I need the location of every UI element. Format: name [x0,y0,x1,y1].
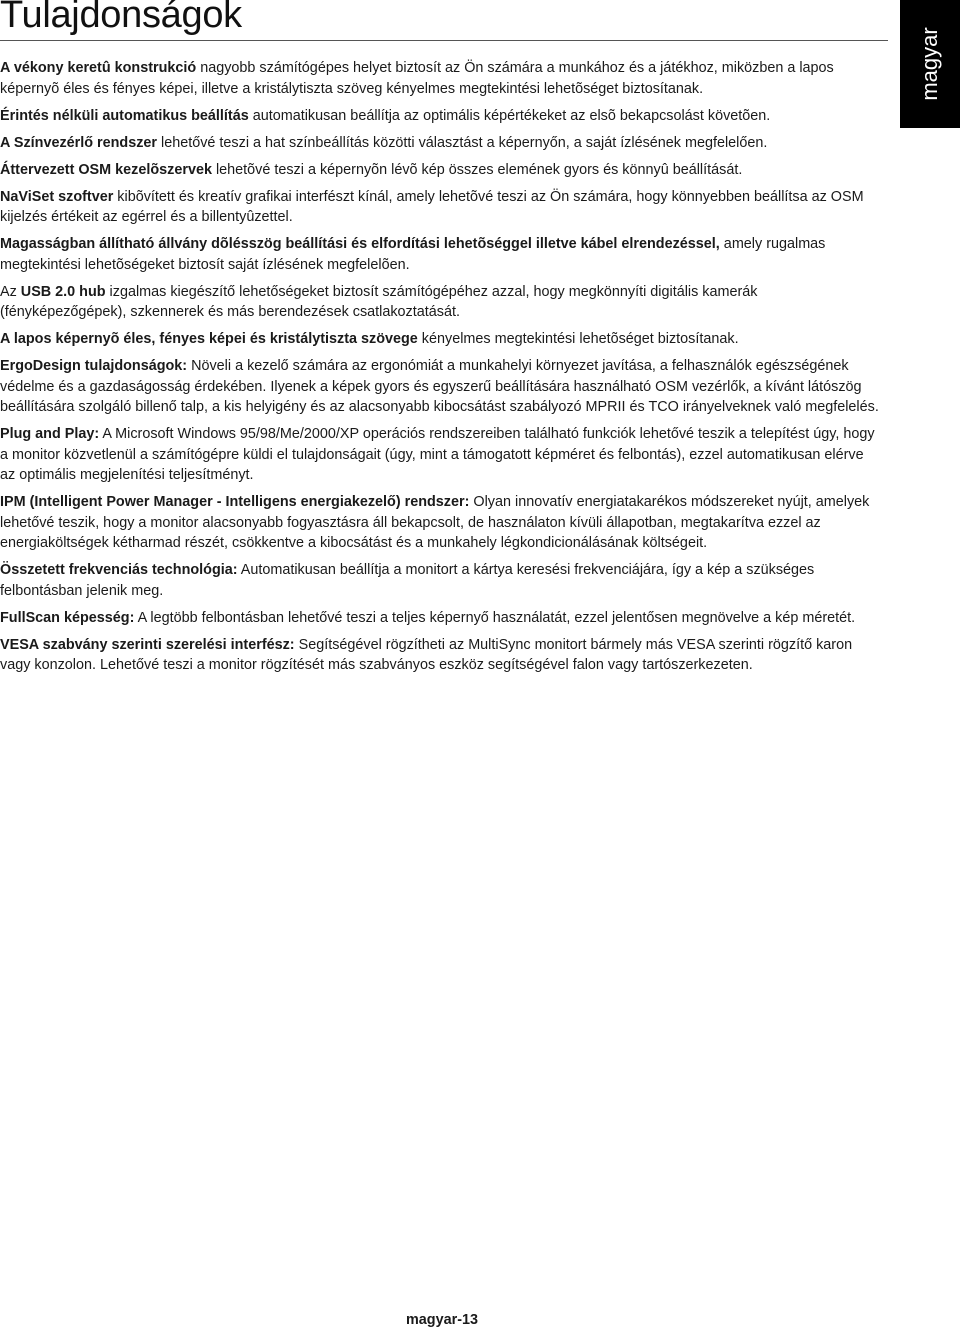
feature-paragraph [0,608,880,629]
title-rule [0,40,888,41]
feature-term: USB 2.0 hub [20,283,106,300]
feature-paragraph [0,133,880,154]
feature-description: automatikusan beállítja az optimális képértékeket az elsõ bekapcsolást követõen. [248,107,771,124]
feature-paragraph [0,106,880,127]
feature-term: Magasságban állítható állvány dõlésszög beállítási és elfordítási lehetõséggel illetve kábel elrendezéssel, [0,236,720,252]
language-tab [900,0,960,128]
feature-description: Olyan innovatív energiatakarékos módszereket nyújt, amelyek lehetővé teszik, hogy a monitor alacsonyabb fogyasztásra áll bekapcsolt, de használaton kívüli állapotban, megtakarítva ezzel az energiaköltségek kétharmad részét, csökkentve a kibocsátást és a munkahely légkondicionálásának költségeit. [0,494,870,551]
features-list [0,58,880,682]
feature-description: Automatikusan beállítja a monitort a kártya keresési frekvenciájára, így a kép a szükséges felbontásban jelenik meg. [0,562,815,599]
feature-term: Érintés nélküli automatikus beállítás [0,107,249,124]
feature-term: NaViSet szoftver [0,188,114,205]
feature-paragraph [0,187,880,228]
feature-description: A legtöbb felbontásban lehetővé teszi a teljes képernyő használatát, ezzel jelentősen megnövelve a kép méretét. [134,609,856,626]
feature-description: izgalmas kiegészítő lehetőségeket biztosít számítógépéhez azzal, hogy megkönnyíti digitális kamerák (fényképezőgépek), szkennerek és más berendezések csatlakoztatását. [0,283,758,320]
feature-term: A vékony keretû konstrukció [0,60,197,76]
page-title: Tulajdonságok [0,0,242,36]
feature-paragraph [0,234,880,275]
feature-term: FullScan képesség: [0,609,135,626]
feature-description: kibõvített és kreatív grafikai interfészt kínál, amely lehetõvé teszi az Ön számára, hogy könnyebben beállítsa az OSM kijelzés értékeit az egérrel és a billentyûzettel. [0,188,864,225]
feature-term: Plug and Play: [0,426,100,442]
feature-description: Segítségével rögzítheti az MultiSync monitort bármely más VESA szerinti rögzítő karon vagy konzolon. Lehetővé teszi a monitor rögzítését más szabványos eszköz segítségével falon vagy tartószerkezeten. [0,636,853,673]
feature-term: Összetett frekvenciás technológia: [0,562,238,578]
feature-paragraph [0,560,880,601]
feature-paragraph [0,58,880,99]
page-number: magyar-13 [406,1312,478,1328]
feature-paragraph [0,492,880,554]
feature-term: VESA szabvány szerinti szerelési interfész: [0,636,295,653]
feature-term: A lapos képernyõ éles, fényes képei és kristálytiszta szövege [0,331,418,347]
feature-term: IPM (Intelligent Power Manager - Intelligens energiakezelő) rendszer: [0,494,470,510]
feature-paragraph [0,424,880,486]
feature-description: kényelmes megtekintési lehetõséget biztosítanak. [417,331,739,347]
feature-description: Növeli a kezelő számára az ergonómiát a munkahelyi környezet javítása, a felhasználók egészségének védelme és a gazdaságosság érdekében. Ilyenek a képek gyors és egyszerű beállítására használható OSM vezérlők, a kívánt látószög beállítására szolgáló billenő talp, a kis helyigény és az alacsonyabb kibocsátást szabályozó MPRII és TCO irányelveknek való megfelelés. [0,358,879,415]
language-tab-label: magyar [917,27,942,101]
feature-description: A Microsoft Windows 95/98/Me/2000/XP operációs rendszereiben található funkciók lehetővé teszik a telepítést úgy, hogy a monitor közvetlenül a számítógépre küldi el tulajdonságait (úgy, mint a támogatott képméret és felbontás), ezzel automatikusan elérve az optimális megjelenítési teljesítményt. [0,426,875,483]
feature-paragraph [0,282,880,323]
feature-description: amely rugalmas megtekintési lehetõségeket biztosít saját ízlésének megfelelõen. [0,236,826,273]
feature-paragraph [0,329,880,350]
feature-paragraph [0,635,880,676]
feature-description: lehetõvé teszi a képernyõn lévõ kép összes elemének gyors és könnyû beállítását. [211,161,743,178]
feature-paragraph [0,356,880,418]
feature-paragraph [0,160,880,181]
feature-description: lehetővé teszi a hat színbeállítás közötti választást a képernyőn, a saját ízlésének megfelelően. [157,134,768,151]
feature-term: A Színvezérlő rendszer [0,134,158,151]
feature-prefix: Az [0,283,21,300]
feature-term: Áttervezett OSM kezelõszervek [0,161,212,178]
feature-description: nagyobb számítógépes helyet biztosít az Ön számára a munkához és a játékhoz, miközben a lapos képernyõ éles és fényes képei, illetve a kristálytiszta szöveg kényelmes megtekintési lehetõséget biztosítanak. [0,60,834,97]
feature-term: ErgoDesign tulajdonságok: [0,358,188,374]
